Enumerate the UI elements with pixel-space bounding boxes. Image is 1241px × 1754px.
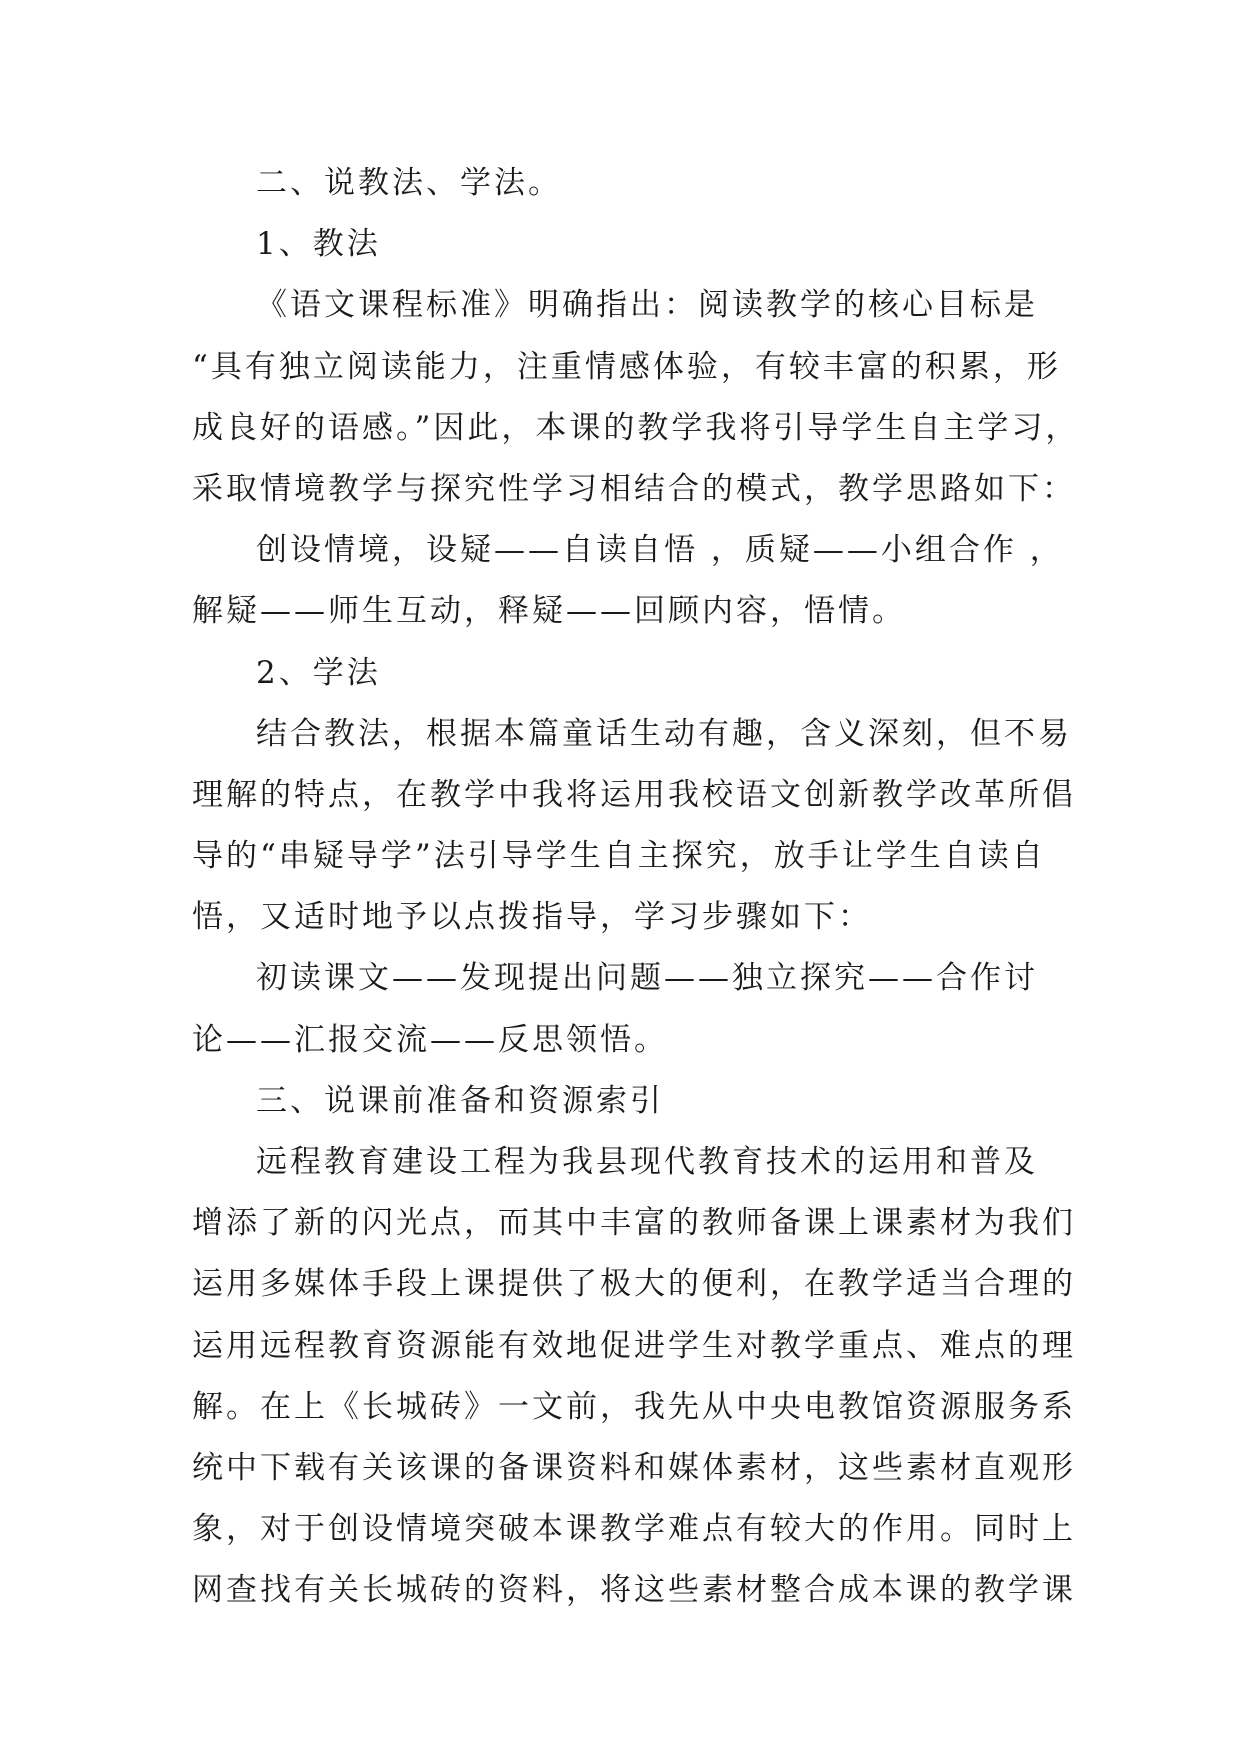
paragraph-line: 成良好的语感。”因此，本课的教学我将引导学生自主学习， bbox=[192, 409, 1080, 446]
document-page bbox=[192, 153, 1080, 1622]
paragraph-line: 初读课文——发现提出问题——独立探究——合作讨 bbox=[256, 960, 1038, 997]
paragraph-line: 导的“串疑导学”法引导学生自主探究，放手让学生自读自 bbox=[192, 838, 1046, 875]
paragraph-line: 创设情境，设疑——自读自悟 ，质疑——小组合作 ， bbox=[256, 532, 1064, 569]
paragraph-line: 增添了新的闪光点，而其中丰富的教师备课上课素材为我们 bbox=[192, 1205, 1076, 1242]
paragraph-line: 采取情境教学与探究性学习相结合的模式，教学思路如下： bbox=[192, 470, 1076, 507]
paragraph-line: 解。在上《长城砖》一文前，我先从中央电教馆资源服务系 bbox=[192, 1388, 1076, 1425]
paragraph-line: 悟，又适时地予以点拨指导，学习步骤如下： bbox=[192, 899, 872, 936]
paragraph-line: 统中下载有关该课的备课资料和媒体素材，这些素材直观形 bbox=[192, 1449, 1076, 1486]
paragraph-line: 解疑——师生互动，释疑——回顾内容，悟情。 bbox=[192, 593, 906, 630]
section-heading-preparation-resources: 三、说课前准备和资源索引 bbox=[256, 1082, 664, 1119]
subheading-teaching-method: 1、教法 bbox=[256, 226, 381, 263]
paragraph-line: 结合教法，根据本篇童话生动有趣，含义深刻，但不易 bbox=[256, 715, 1072, 752]
section-heading-teaching-learning-methods: 二、说教法、学法。 bbox=[256, 165, 562, 201]
paragraph-line: “具有独立阅读能力，注重情感体验，有较丰富的积累，形 bbox=[192, 348, 1061, 385]
paragraph-line: 象，对于创设情境突破本课教学难点有较大的作用。同时上 bbox=[192, 1511, 1076, 1548]
paragraph-line: 论——汇报交流——反思领悟。 bbox=[192, 1021, 668, 1058]
paragraph-line: 运用多媒体手段上课提供了极大的便利，在教学适当合理的 bbox=[192, 1266, 1076, 1303]
paragraph-line: 网查找有关长城砖的资料，将这些素材整合成本课的教学课 bbox=[192, 1572, 1076, 1609]
paragraph-line: 远程教育建设工程为我县现代教育技术的运用和普及 bbox=[256, 1144, 1038, 1180]
paragraph-line: 运用远程教育资源能有效地促进学生对教学重点、难点的理 bbox=[192, 1327, 1076, 1364]
subheading-learning-method: 2、学法 bbox=[256, 654, 381, 691]
paragraph-line: 理解的特点，在教学中我将运用我校语文创新教学改革所倡 bbox=[192, 776, 1076, 813]
paragraph-line: 《语文课程标准》明确指出：阅读教学的核心目标是 bbox=[256, 287, 1038, 324]
